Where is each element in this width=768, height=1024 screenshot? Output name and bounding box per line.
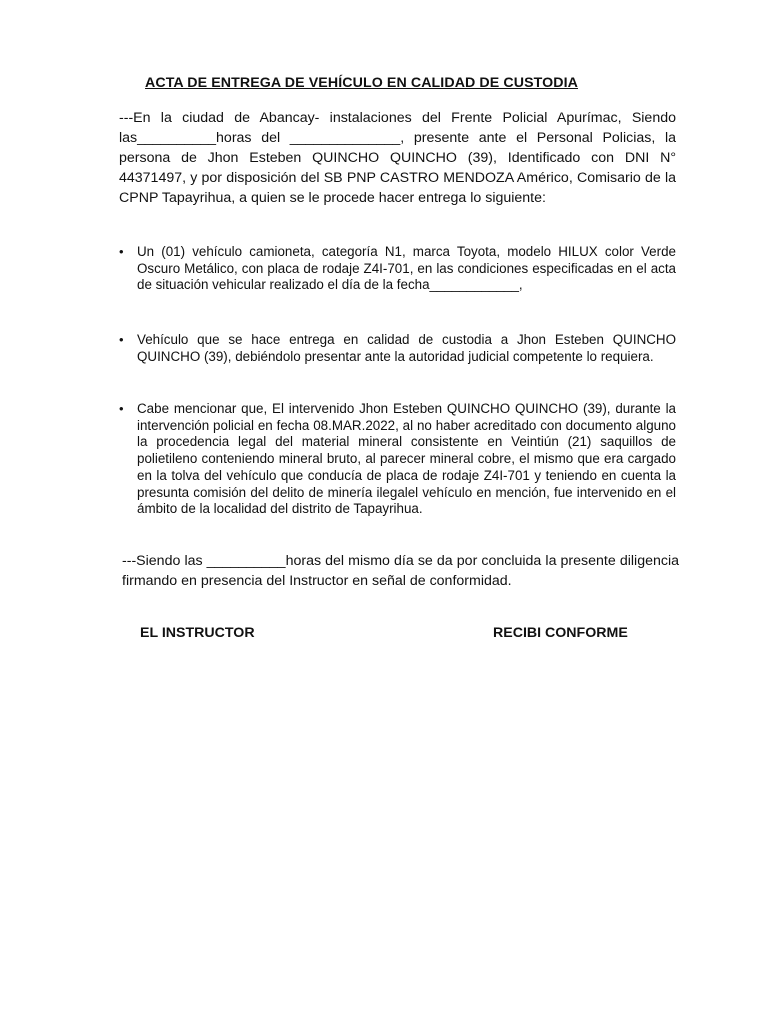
closing-paragraph: ---Siendo las __________horas del mismo día se da por concluida la presente diligencia firmando en presencia del Instructor en señal de conformidad.: [122, 553, 679, 589]
bullet-item-intervention: • Cabe mencionar que, El intervenido Jhon Esteben QUINCHO QUINCHO (39), durante la intervención policial en fecha 08.MAR.2022, al no haber acreditado con documento alguno la procedencia legal del material mineral consistente en Veintiún (21) saquillos de polietileno conteniendo mineral bruto, al parecer mineral cobre, el mismo que era cargado en la tolva del vehículo que conducía de placa de rodaje Z4I-701 y teniendo en cuenta la presunta comisión del delito de minería ilegalel vehículo en mención, fue intervenido en el ámbito de la localidad del distrito de Tapayrihua.: [119, 401, 676, 518]
signature-instructor-label: EL INSTRUCTOR: [140, 625, 255, 641]
bullet-item-custody: • Vehículo que se hace entrega en calidad de custodia a Jhon Esteben QUINCHO QUINCHO (39), debiéndolo presentar ante la autoridad judicial competente lo requiera.: [119, 332, 676, 365]
document-title: ACTA DE ENTREGA DE VEHÍCULO EN CALIDAD DE CUSTODIA: [145, 75, 579, 91]
bullet-list-3: [119, 401, 676, 518]
signature-receiver-label: RECIBI CONFORME: [493, 625, 628, 641]
bullet-list-1: [119, 244, 676, 294]
bullet-list-2: [119, 332, 676, 365]
intro-paragraph: ---En la ciudad de Abancay- instalaciones del Frente Policial Apurímac, Siendo las__________horas del ______________, presente ante el Personal Policias, la persona de Jhon Esteben QUINCHO QUINCHO (39), Identificado con DNI N° 44371497, y por disposición del SB PNP CASTRO MENDOZA Américo, Comisario de la CPNP Tapayrihua, a quien se le procede hacer entrega lo siguiente:: [119, 110, 676, 206]
bullet-item-vehicle: • Un (01) vehículo camioneta, categoría N1, marca Toyota, modelo HILUX color Verde Oscuro Metálico, con placa de rodaje Z4I-701, en las condiciones especificadas en el acta de situación vehicular realizado el día de la fecha____________,: [119, 244, 676, 294]
